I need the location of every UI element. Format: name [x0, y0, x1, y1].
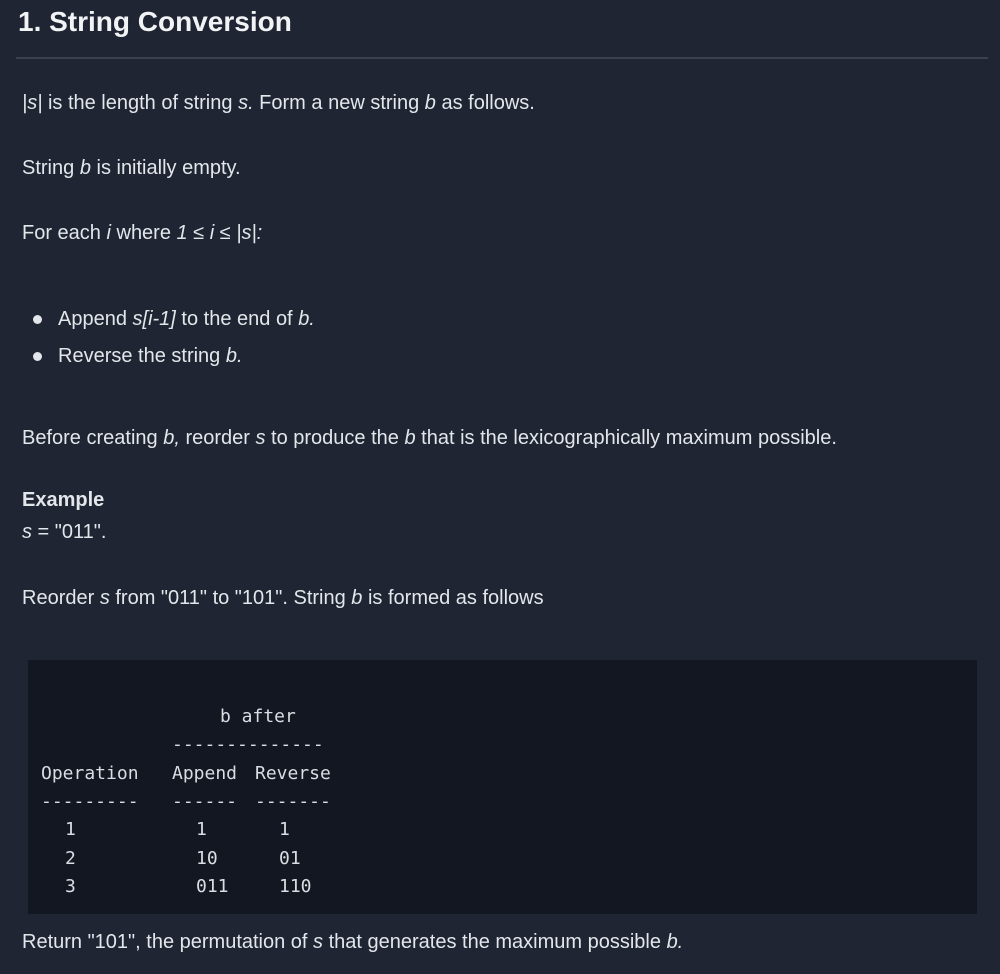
table-cell-append: 1	[196, 819, 207, 840]
operations-table	[28, 660, 977, 914]
para1-text-3: as follows.	[435, 92, 535, 114]
para2-text-2: is initially empty.	[90, 157, 241, 179]
para1-text-2: Form a new string	[253, 92, 425, 114]
para6-text-1: Return "101", the permutation of	[22, 931, 314, 953]
para4-text-1: Before creating	[22, 427, 164, 449]
table-cell-append: 011	[196, 876, 229, 897]
paragraph-return	[22, 928, 683, 956]
para3-text-1: For each	[22, 222, 107, 244]
s-length-var: |s|	[22, 92, 43, 114]
table-rule-append: ------	[172, 791, 238, 812]
b-var: b.	[666, 931, 684, 953]
table-group-rule: --------------	[172, 734, 324, 755]
page-title: 1. String Conversion	[18, 6, 292, 37]
para3-text-2: where	[110, 222, 177, 244]
steps-list	[22, 305, 315, 379]
para6-text-2: that generates the maximum possible	[323, 931, 667, 953]
paragraph-loop	[22, 219, 262, 247]
bullet1-text-1: Append	[58, 308, 133, 330]
s-var: s	[313, 931, 324, 953]
example-value: = "011".	[32, 521, 107, 543]
table-cell-reverse: 1	[279, 819, 290, 840]
s-var: s.	[238, 92, 254, 114]
table-rule-operation: ---------	[41, 791, 139, 812]
para5-text-2: from "011" to "101". String	[109, 587, 352, 609]
b-var: b	[424, 92, 436, 114]
i-var: i	[106, 222, 111, 244]
b-var: b.	[225, 345, 243, 367]
table-cell-reverse: 01	[279, 848, 301, 869]
paragraph-example-explanation	[22, 584, 544, 612]
para4-text-4: that is the lexicographically maximum possible.	[415, 427, 837, 449]
para5-text-3: is formed as follows	[362, 587, 544, 609]
table-rule-reverse: -------	[255, 791, 331, 812]
para4-text-3: to produce the	[265, 427, 405, 449]
b-var: b.	[298, 308, 315, 330]
b-var: b	[404, 427, 416, 449]
s-var: s	[22, 521, 32, 543]
bullet1-text-2: to the end of	[175, 308, 299, 330]
para2-text-1: String	[22, 157, 80, 179]
table-header-append: Append	[172, 763, 238, 784]
title-divider	[16, 57, 988, 59]
para4-text-2: reorder	[179, 427, 256, 449]
table-cell-operation: 3	[65, 876, 76, 897]
table-header-reverse: Reverse	[255, 763, 331, 784]
list-item	[22, 305, 315, 342]
list-item	[22, 342, 315, 379]
loop-condition: 1 ≤ i ≤ |s|:	[176, 222, 263, 244]
table-group-header: b after	[220, 706, 296, 727]
table-cell-reverse: 110	[279, 876, 312, 897]
table-cell-operation: 2	[65, 848, 76, 869]
b-var: b,	[163, 427, 180, 449]
b-var: b	[351, 587, 363, 609]
table-cell-operation: 1	[65, 819, 76, 840]
s-var: s	[99, 587, 110, 609]
paragraph-reorder	[22, 424, 837, 452]
table-header-operation: Operation	[41, 763, 139, 784]
table-cell-append: 10	[196, 848, 218, 869]
b-var: b	[79, 157, 91, 179]
s-var: s	[255, 427, 266, 449]
paragraph-definition	[22, 89, 535, 117]
para1-text-1: is the length of string	[42, 92, 239, 114]
example-heading: Example	[22, 489, 105, 511]
para5-text-1: Reorder	[22, 587, 100, 609]
append-expr: s[i-1]	[132, 308, 176, 330]
bullet2-text-1: Reverse the string	[58, 345, 226, 367]
example-input	[22, 518, 106, 546]
paragraph-initial	[22, 154, 241, 182]
